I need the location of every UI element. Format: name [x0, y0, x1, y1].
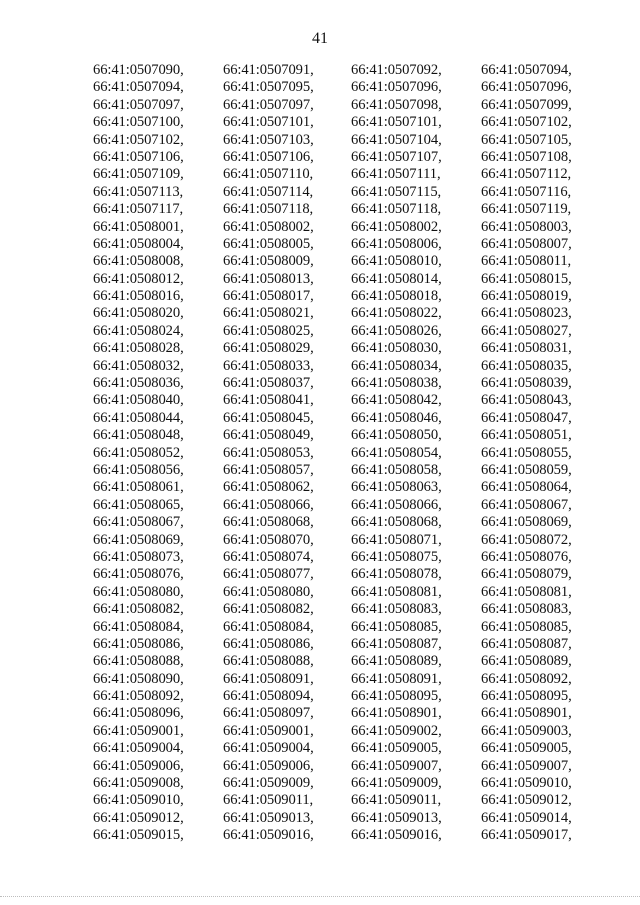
cadastral-code: 66:41:0508003,	[481, 218, 572, 235]
cadastral-code: 66:41:0508028,	[93, 340, 184, 357]
cadastral-code: 66:41:0507109,	[93, 166, 184, 183]
cadastral-code: 66:41:0509004,	[93, 740, 184, 757]
cadastral-code: 66:41:0508012,	[93, 270, 184, 287]
cadastral-code: 66:41:0509014,	[481, 809, 572, 826]
cadastral-code: 66:41:0507113,	[93, 183, 184, 200]
cadastral-code: 66:41:0508094,	[223, 688, 314, 705]
cadastral-code: 66:41:0508048,	[93, 427, 184, 444]
cadastral-code: 66:41:0508008,	[93, 253, 184, 270]
cadastral-code: 66:41:0508083,	[351, 601, 442, 618]
cadastral-code: 66:41:0508086,	[223, 635, 314, 652]
cadastral-code: 66:41:0509005,	[351, 740, 442, 757]
cadastral-code: 66:41:0508075,	[351, 548, 442, 565]
cadastral-code: 66:41:0508033,	[223, 357, 314, 374]
cadastral-code: 66:41:0508002,	[223, 218, 314, 235]
cadastral-code: 66:41:0508023,	[481, 305, 572, 322]
cadastral-code: 66:41:0508017,	[223, 288, 314, 305]
cadastral-code: 66:41:0507118,	[223, 201, 314, 218]
cadastral-code: 66:41:0508049,	[223, 427, 314, 444]
cadastral-code: 66:41:0508009,	[223, 253, 314, 270]
cadastral-code: 66:41:0508018,	[351, 288, 442, 305]
cadastral-code: 66:41:0508020,	[93, 305, 184, 322]
cadastral-code: 66:41:0507096,	[481, 79, 572, 96]
cadastral-code: 66:41:0508078,	[351, 566, 442, 583]
cadastral-code: 66:41:0507118,	[351, 201, 442, 218]
cadastral-code: 66:41:0507092,	[351, 62, 442, 78]
cadastral-code: 66:41:0508024,	[93, 322, 184, 339]
cadastral-code: 66:41:0508044,	[93, 409, 184, 426]
cadastral-code: 66:41:0507105,	[481, 131, 572, 148]
cadastral-code: 66:41:0508083,	[481, 601, 572, 618]
cadastral-code: 66:41:0509006,	[93, 757, 184, 774]
cadastral-code: 66:41:0508059,	[481, 461, 572, 478]
cadastral-code: 66:41:0508031,	[481, 340, 572, 357]
cadastral-code: 66:41:0508080,	[93, 583, 184, 600]
cadastral-code: 66:41:0508065,	[93, 496, 184, 513]
cadastral-code: 66:41:0509013,	[223, 809, 314, 826]
cadastral-code: 66:41:0508071,	[351, 531, 442, 548]
cadastral-code: 66:41:0509011,	[351, 792, 442, 809]
cadastral-code: 66:41:0508073,	[93, 548, 184, 565]
cadastral-code: 66:41:0507097,	[93, 96, 184, 113]
cadastral-code: 66:41:0508042,	[351, 392, 442, 409]
cadastral-code: 66:41:0509009,	[223, 775, 314, 792]
cadastral-code: 66:41:0508011,	[481, 253, 572, 270]
cadastral-code: 66:41:0508087,	[481, 635, 572, 652]
cadastral-code: 66:41:0508069,	[93, 531, 184, 548]
cadastral-code: 66:41:0507096,	[351, 79, 442, 96]
cadastral-code: 66:41:0509010,	[481, 775, 572, 792]
cadastral-code: 66:41:0508068,	[351, 514, 442, 531]
cadastral-code: 66:41:0508047,	[481, 409, 572, 426]
cadastral-code: 66:41:0509012,	[481, 792, 572, 809]
cadastral-code: 66:41:0509005,	[481, 740, 572, 757]
cadastral-code: 66:41:0507104,	[351, 131, 442, 148]
cadastral-code: 66:41:0508057,	[223, 461, 314, 478]
cadastral-code: 66:41:0508035,	[481, 357, 572, 374]
cadastral-code: 66:41:0509008,	[93, 775, 184, 792]
cadastral-code: 66:41:0508030,	[351, 340, 442, 357]
cadastral-code: 66:41:0508068,	[223, 514, 314, 531]
cadastral-code: 66:41:0508001,	[93, 218, 184, 235]
cadastral-code: 66:41:0509004,	[223, 740, 314, 757]
cadastral-code: 66:41:0508086,	[93, 635, 184, 652]
cadastral-code: 66:41:0507103,	[223, 131, 314, 148]
cadastral-code: 66:41:0508006,	[351, 235, 442, 252]
cadastral-code: 66:41:0507097,	[223, 96, 314, 113]
cadastral-code: 66:41:0508079,	[481, 566, 572, 583]
cadastral-code: 66:41:0509007,	[351, 757, 442, 774]
cadastral-code: 66:41:0508014,	[351, 270, 442, 287]
cadastral-code: 66:41:0508095,	[351, 688, 442, 705]
cadastral-code: 66:41:0508091,	[223, 670, 314, 687]
cadastral-code: 66:41:0508092,	[93, 688, 184, 705]
cadastral-code: 66:41:0508013,	[223, 270, 314, 287]
cadastral-code: 66:41:0508081,	[351, 583, 442, 600]
cadastral-code: 66:41:0508026,	[351, 322, 442, 339]
cadastral-code: 66:41:0507094,	[481, 62, 572, 78]
cadastral-code: 66:41:0508029,	[223, 340, 314, 357]
cadastral-code: 66:41:0508019,	[481, 288, 572, 305]
cadastral-code: 66:41:0507119,	[481, 201, 572, 218]
cadastral-code: 66:41:0507091,	[223, 62, 314, 78]
cadastral-code: 66:41:0508038,	[351, 375, 442, 392]
cadastral-code: 66:41:0508039,	[481, 375, 572, 392]
cadastral-code: 66:41:0508097,	[223, 705, 314, 722]
cadastral-code: 66:41:0507108,	[481, 148, 572, 165]
cadastral-code: 66:41:0508082,	[93, 601, 184, 618]
cadastral-code: 66:41:0508082,	[223, 601, 314, 618]
cadastral-code: 66:41:0507111,	[351, 166, 441, 183]
cadastral-code: 66:41:0507116,	[481, 183, 572, 200]
cadastral-code: 66:41:0507115,	[351, 183, 442, 200]
cadastral-code: 66:41:0508021,	[223, 305, 314, 322]
cadastral-code: 66:41:0508067,	[481, 496, 572, 513]
cadastral-code: 66:41:0508085,	[351, 618, 442, 635]
cadastral-code: 66:41:0507094,	[93, 79, 184, 96]
cadastral-code: 66:41:0508041,	[223, 392, 314, 409]
cadastral-code: 66:41:0508005,	[223, 235, 314, 252]
cadastral-code: 66:41:0508058,	[351, 461, 442, 478]
cadastral-code: 66:41:0508095,	[481, 688, 572, 705]
cadastral-code: 66:41:0509009,	[351, 775, 442, 792]
cadastral-code: 66:41:0508076,	[481, 548, 572, 565]
cadastral-code: 66:41:0508066,	[223, 496, 314, 513]
page-number: 41	[312, 30, 328, 47]
cadastral-code: 66:41:0508002,	[351, 218, 442, 235]
cadastral-code: 66:41:0509001,	[93, 722, 184, 739]
cadastral-code: 66:41:0509016,	[351, 827, 442, 844]
cadastral-code: 66:41:0508052,	[93, 444, 184, 461]
cadastral-code: 66:41:0508037,	[223, 375, 314, 392]
cadastral-code: 66:41:0507100,	[93, 114, 184, 131]
cadastral-code: 66:41:0507095,	[223, 79, 314, 96]
cadastral-code: 66:41:0508077,	[223, 566, 314, 583]
cadastral-code: 66:41:0508062,	[223, 479, 314, 496]
cadastral-code: 66:41:0508901,	[351, 705, 442, 722]
cadastral-code: 66:41:0508045,	[223, 409, 314, 426]
cadastral-code: 66:41:0509016,	[223, 827, 314, 844]
cadastral-code: 66:41:0509007,	[481, 757, 572, 774]
cadastral-code: 66:41:0509013,	[351, 809, 442, 826]
cadastral-code: 66:41:0508066,	[351, 496, 442, 513]
cadastral-code: 66:41:0508050,	[351, 427, 442, 444]
cadastral-code: 66:41:0507102,	[481, 114, 572, 131]
cadastral-code: 66:41:0508055,	[481, 444, 572, 461]
cadastral-code: 66:41:0508015,	[481, 270, 572, 287]
cadastral-code: 66:41:0508901,	[481, 705, 572, 722]
cadastral-code: 66:41:0508004,	[93, 235, 184, 252]
cadastral-code: 66:41:0509012,	[93, 809, 184, 826]
cadastral-code: 66:41:0507112,	[481, 166, 572, 183]
page-bottom-border	[0, 896, 640, 898]
cadastral-code: 66:41:0509015,	[93, 827, 184, 844]
cadastral-code: 66:41:0508025,	[223, 322, 314, 339]
cadastral-code: 66:41:0508067,	[93, 514, 184, 531]
cadastral-code: 66:41:0507117,	[93, 201, 184, 218]
cadastral-code: 66:41:0507106,	[223, 148, 314, 165]
cadastral-code: 66:41:0508063,	[351, 479, 442, 496]
cadastral-code: 66:41:0508036,	[93, 375, 184, 392]
cadastral-code: 66:41:0508072,	[481, 531, 572, 548]
cadastral-code: 66:41:0509017,	[481, 827, 572, 844]
cadastral-code: 66:41:0508040,	[93, 392, 184, 409]
cadastral-code: 66:41:0508074,	[223, 548, 314, 565]
cadastral-code: 66:41:0508043,	[481, 392, 572, 409]
cadastral-code: 66:41:0508084,	[223, 618, 314, 635]
cadastral-code: 66:41:0508080,	[223, 583, 314, 600]
cadastral-code: 66:41:0508096,	[93, 705, 184, 722]
cadastral-code: 66:41:0509011,	[223, 792, 314, 809]
cadastral-code: 66:41:0509002,	[351, 722, 442, 739]
cadastral-code: 66:41:0508027,	[481, 322, 572, 339]
cadastral-code: 66:41:0508051,	[481, 427, 572, 444]
cadastral-code: 66:41:0507101,	[223, 114, 314, 131]
cadastral-code: 66:41:0508089,	[481, 653, 572, 670]
cadastral-code: 66:41:0507102,	[93, 131, 184, 148]
cadastral-code: 66:41:0507101,	[351, 114, 442, 131]
cadastral-code: 66:41:0508070,	[223, 531, 314, 548]
cadastral-code: 66:41:0508069,	[481, 514, 572, 531]
cadastral-code: 66:41:0508053,	[223, 444, 314, 461]
cadastral-code: 66:41:0508016,	[93, 288, 184, 305]
cadastral-code: 66:41:0508034,	[351, 357, 442, 374]
cadastral-code: 66:41:0508081,	[481, 583, 572, 600]
cadastral-code: 66:41:0508087,	[351, 635, 442, 652]
cadastral-code: 66:41:0509003,	[481, 722, 572, 739]
cadastral-code: 66:41:0509006,	[223, 757, 314, 774]
cadastral-code: 66:41:0507110,	[223, 166, 314, 183]
cadastral-code: 66:41:0508007,	[481, 235, 572, 252]
cadastral-code: 66:41:0508010,	[351, 253, 442, 270]
cadastral-codes-table	[88, 62, 608, 878]
cadastral-code: 66:41:0508089,	[351, 653, 442, 670]
cadastral-code: 66:41:0508056,	[93, 461, 184, 478]
cadastral-code: 66:41:0508054,	[351, 444, 442, 461]
cadastral-code: 66:41:0508088,	[223, 653, 314, 670]
cadastral-code: 66:41:0508032,	[93, 357, 184, 374]
cadastral-code: 66:41:0508088,	[93, 653, 184, 670]
cadastral-code: 66:41:0508092,	[481, 670, 572, 687]
cadastral-code: 66:41:0507090,	[93, 62, 184, 78]
cadastral-code: 66:41:0508084,	[93, 618, 184, 635]
cadastral-code: 66:41:0508090,	[93, 670, 184, 687]
cadastral-code: 66:41:0509001,	[223, 722, 314, 739]
cadastral-code: 66:41:0507099,	[481, 96, 572, 113]
cadastral-code: 66:41:0507106,	[93, 148, 184, 165]
cadastral-code: 66:41:0508064,	[481, 479, 572, 496]
cadastral-code: 66:41:0508046,	[351, 409, 442, 426]
cadastral-code: 66:41:0507107,	[351, 148, 442, 165]
cadastral-code: 66:41:0508085,	[481, 618, 572, 635]
cadastral-code: 66:41:0508076,	[93, 566, 184, 583]
cadastral-code: 66:41:0508091,	[351, 670, 442, 687]
cadastral-code: 66:41:0507114,	[223, 183, 314, 200]
cadastral-code: 66:41:0507098,	[351, 96, 442, 113]
cadastral-code: 66:41:0509010,	[93, 792, 184, 809]
cadastral-code: 66:41:0508061,	[93, 479, 184, 496]
cadastral-code: 66:41:0508022,	[351, 305, 442, 322]
